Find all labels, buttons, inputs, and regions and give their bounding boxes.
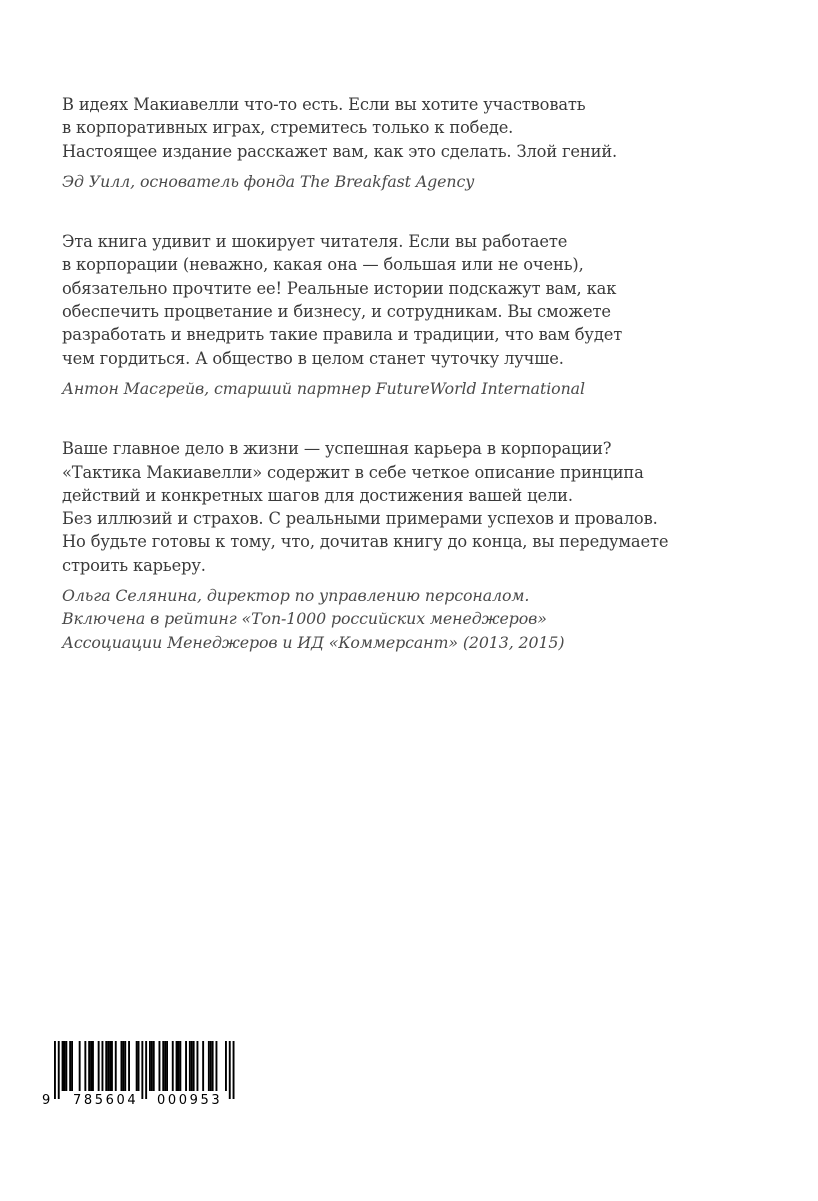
quote-line: в корпоративных играх, стремитесь только к победе. [62,118,514,138]
barcode-bar [122,1041,124,1091]
barcode-bar [124,1041,126,1091]
barcode-bar [90,1041,92,1091]
quote-line: Без иллюзий и страхов. С реальными примерами успехов и провалов. [62,509,658,529]
barcode-bar [202,1041,204,1091]
barcode-bar [54,1041,56,1099]
quote-line: Но будьте готовы к тому, что, дочитав книгу до конца, вы передумаете [62,532,669,552]
barcode-bar [145,1041,147,1099]
barcode-bar [225,1041,227,1091]
barcode-bar [212,1041,214,1091]
quote-text [62,230,762,370]
quote-line: Настоящее издание расскажет вам, как это сделать. Злой гений. [62,141,618,161]
quote-line: в корпорации (неважно, какая она — большая или не очень), [62,255,584,275]
barcode-bar [229,1041,231,1099]
barcode-bar [58,1041,60,1099]
quote-line: В идеях Макиавелли что-то есть. Если вы хотите участвовать [62,95,586,114]
quote-line: разработать и внедрить такие правила и традиции, что вам будет [62,325,623,345]
barcode-bar [185,1041,187,1091]
barcode-bar [208,1041,210,1091]
barcode-bar [151,1041,153,1091]
barcode-bar [115,1041,117,1091]
quote-author [62,377,762,400]
barcode-bar [92,1041,94,1091]
barcode-bar [216,1041,218,1091]
barcode-left-group: 785604 [73,1093,139,1108]
barcode-bar [189,1041,191,1091]
barcode-bar [191,1041,193,1091]
quote-text [62,93,762,163]
barcode-bar [193,1041,195,1091]
barcode-bar [210,1041,212,1091]
barcode-bar [84,1041,86,1091]
barcode-bar [128,1041,130,1091]
barcode-bar [79,1041,81,1091]
barcode-bar [98,1041,100,1091]
barcode-bar [166,1041,168,1091]
author-line: Антон Масгрейв, старший партнер FutureWorld International [62,378,585,398]
barcode-bar [178,1041,180,1091]
barcode-bar [197,1041,199,1091]
barcode-bar [179,1041,181,1091]
barcode-bar [172,1041,174,1091]
barcode-bar [149,1041,151,1091]
barcode-bar [111,1041,113,1091]
quote-line: Ваше главное дело в жизни — успешная карьера в корпорации? [62,439,612,459]
barcode-bar [65,1041,67,1091]
barcode-bar [153,1041,155,1091]
quote-line: Эта книга удивит и шокирует читателя. Если вы работаете [62,232,568,252]
barcode-bar [64,1041,66,1091]
barcode-bars [42,1041,242,1099]
author-line: Эд Уилл, основатель фонда The Breakfast Agency [62,171,475,191]
quote-author [62,584,762,654]
quote-author [62,170,762,193]
barcode-bar [62,1041,64,1091]
barcode-bar [71,1041,73,1091]
barcode-first-digit: 9 [42,1093,53,1108]
quote-line: «Тактика Макиавелли» содержит в себе четкое описание принципа [62,462,644,482]
barcode-bar [121,1041,123,1091]
barcode-bar [159,1041,161,1091]
barcode-bar [109,1041,111,1091]
isbn-barcode [42,1041,242,1111]
quote-line: действий и конкретных шагов для достижения вашей цели. [62,485,573,505]
barcode-bar [233,1041,235,1099]
barcode-bar [141,1041,143,1099]
barcode-bar [162,1041,164,1091]
barcode-right-group: 000953 [157,1093,223,1108]
quote-line: чем гордиться. А общество в целом станет чуточку лучше. [62,348,564,368]
quote-block-2 [62,230,762,400]
barcode-bar [69,1041,71,1091]
author-line: Включена в рейтинг «Топ-1000 российских менеджеров» [62,609,547,629]
barcode-bar [105,1041,107,1091]
author-line: Ассоциации Менеджеров и ИД «Коммерсант» (2013, 2015) [62,632,565,652]
barcode-bar [138,1041,140,1091]
barcode-bar [164,1041,166,1091]
quote-block-1 [62,93,762,193]
barcode-bar [107,1041,109,1091]
quote-line: обязательно прочтите ее! Реальные истории подскажут вам, как [62,278,617,298]
quote-block-3 [62,437,762,654]
quote-text [62,437,762,577]
barcode-bar [102,1041,104,1091]
barcode-bar [176,1041,178,1091]
quote-line: строить карьеру. [62,555,206,575]
quote-line: обеспечить процветание и бизнесу, и сотрудникам. Вы сможете [62,302,611,322]
barcode-bar [136,1041,138,1091]
barcode-bar [88,1041,90,1091]
endorsement-quotes [62,93,762,691]
author-line: Ольга Селянина, директор по управлению персоналом. [62,586,530,606]
